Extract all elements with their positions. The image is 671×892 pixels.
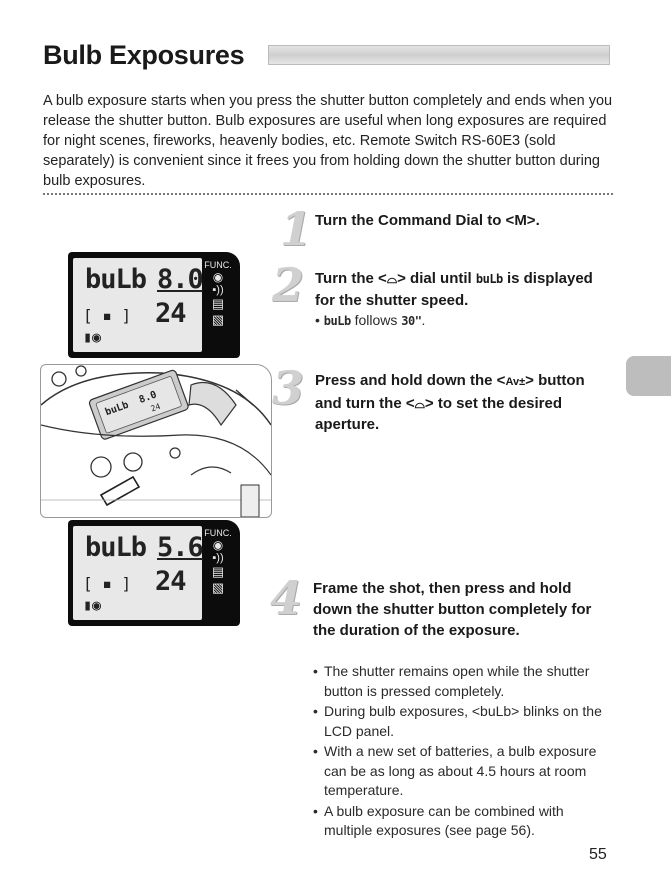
page-title: Bulb Exposures [43,40,245,70]
step-4-text: Frame the shot, then press and hold down the shutter button completely for the duration of the exposure. [313,580,592,639]
camera-lcd-aperture: 8.0 [137,389,159,406]
lcd-frame-count: 24 [155,566,186,597]
list-item: • With a new set of batteries, a bulb exposure can be as long as about 4.5 hours at room temperature. [313,742,613,801]
aperture-exposure-comp-icon: Av± [505,376,526,388]
lcd-metering-bracket: [ ▪ ] [83,306,132,325]
multiple-exposure-icon: ▧ [211,312,225,327]
beep-icon: ▪)) [212,552,224,564]
battery-icon: ▮◉ [83,596,102,614]
camera-lcd-shutter: buLb [103,399,131,419]
drive-mode-icon: ▤ [211,564,225,579]
bulb-segment-text: buLb [475,272,503,286]
multiple-exposure-icon: ▧ [211,580,225,595]
lcd-side-icons [204,528,232,596]
lcd-panel-bulb-56 [68,520,240,626]
step-1-text: Turn the Command Dial to <M>. [315,212,540,229]
list-item: • A bulb exposure can be combined with multiple exposures (see page 56). [313,802,613,841]
list-item: • During bulb exposures, <buLb> blinks on the LCD panel. [313,702,613,741]
main-dial-icon: ⌓ [386,271,398,286]
page-number: 55 [589,846,607,863]
step-3-text: Press and hold down the <Av±> button and turn the <⌓> to set the desired aperture. [315,372,585,433]
red-eye-icon: ◉ [212,270,224,284]
intro-paragraph: A bulb exposure starts when you press the shutter button completely and ends when you release the shutter button. Bulb exposures are useful when long exposures are required for night scenes, fireworks, heavenly bodies, etc. Remote Switch RS-60E3 (sold separately) is convenient since it frees you from holding down the shutter button during bulb exposures. [43,93,613,189]
step-number-3: 3 [272,361,305,415]
camera-top-drawing [41,365,271,517]
lcd-aperture-value: 5.6 [157,532,203,563]
lcd-frame-count: 24 [155,298,186,329]
chapter-thumb-tab [626,356,671,396]
red-eye-icon: ◉ [212,538,224,552]
main-dial-icon: ⌓ [414,396,425,411]
func-label: FUNC. [204,528,232,538]
battery-icon: ▮◉ [83,328,102,346]
lcd-shutter-value: buLb [85,532,147,563]
step-number-4: 4 [270,571,303,625]
func-label: FUNC. [204,260,232,270]
title-decorative-bar [268,45,610,65]
lcd-shutter-value: buLb [85,264,147,295]
drive-mode-icon: ▤ [211,296,225,311]
camera-illustration [40,364,272,518]
dotted-divider [43,193,613,195]
step-2-note: • buLb follows 30". [315,312,426,328]
camera-lcd-count: 24 [149,401,162,414]
list-item: • The shutter remains open while the shutter button is pressed completely. [313,662,613,701]
lcd-metering-bracket: [ ▪ ] [83,574,132,593]
step-number-2: 2 [272,258,305,312]
step-2-text: Turn the <⌓> dial until buLb is displayed for the shutter speed. [315,270,593,309]
step-number-1: 1 [280,202,313,256]
lcd-aperture-value: 8.0 [157,264,203,295]
step-4-bullets [313,662,613,842]
beep-icon: ▪)) [212,284,224,296]
lcd-panel-bulb-8 [68,252,240,358]
lcd-side-icons [204,260,232,328]
